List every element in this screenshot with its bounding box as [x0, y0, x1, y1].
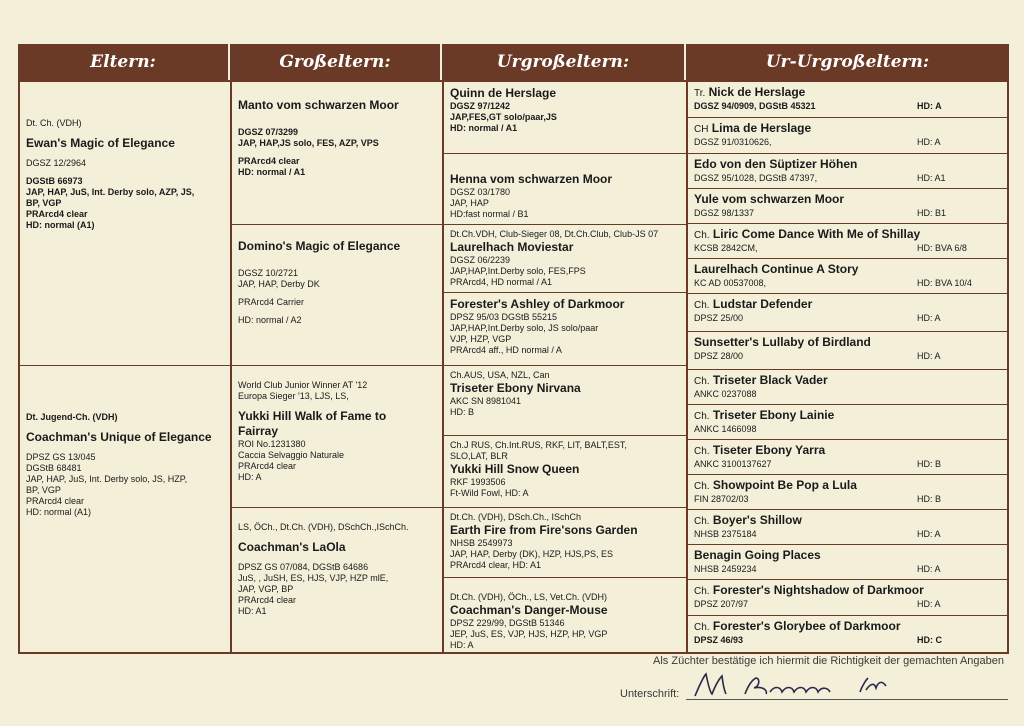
grandparent-1	[232, 82, 442, 225]
title-line: Dt.Ch. (VDH), ÖCh., LS, Vet.Ch. (VDH)	[450, 592, 608, 602]
reg-row	[694, 243, 1001, 254]
detail-line: JAP, HAP,JS solo, FES, AZP, VPS	[238, 138, 379, 148]
dog-name: Laurelhach Continue A Story	[694, 262, 859, 276]
reg-row	[694, 313, 1001, 324]
detail-line: DGSZ 03/1780	[450, 187, 511, 197]
reg-line: NHSB 2459234	[694, 564, 757, 574]
detail-line: JAP, HAP, Derby (DK), HZP, HJS,PS, ES	[450, 549, 614, 559]
great-grandparent-6	[444, 436, 686, 508]
great-grandparent-2	[444, 154, 686, 225]
title-line: Ch.AUS, USA, NZL, Can	[450, 370, 550, 380]
column-eltern	[20, 82, 232, 652]
dog-name: Coachman's LaOla	[238, 540, 346, 554]
hd-value: HD: A	[917, 137, 941, 147]
reg-line: ANKC 1466098	[694, 424, 757, 434]
title-prefix: Ch.	[694, 376, 710, 387]
detail-line: HD:fast normal / B1	[450, 209, 529, 219]
reg-line: DGSZ 98/1337	[694, 208, 755, 218]
reg-line: ANKC 0237088	[694, 389, 757, 399]
hd-value: HD: C	[917, 635, 942, 645]
great-great-grandparent	[688, 475, 1007, 510]
detail-line: DPSZ GS 13/045	[26, 452, 96, 462]
detail-line: HD: B	[450, 407, 475, 417]
header-grosseltern: Großeltern:	[230, 44, 442, 80]
dog-name-row	[694, 548, 1001, 564]
dog-name: Triseter Ebony Lainie	[712, 408, 835, 422]
detail-line: DGSZ 07/3299	[238, 127, 299, 137]
grandparent-3	[232, 366, 442, 508]
dog-name-row	[694, 373, 1001, 389]
detail-line: PRArcd4 clear	[238, 156, 300, 166]
dog-name: Benagin Going Places	[694, 548, 821, 562]
dog-name-row	[694, 335, 1001, 351]
reg-line: DGSZ 94/0909, DGStB 45321	[694, 101, 816, 111]
title-line: Europa Sieger '13, LJS, LS,	[238, 391, 349, 401]
dog-name: Forester's Glorybee of Darkmoor	[712, 619, 901, 633]
detail-line: HD: normal / A1	[238, 167, 306, 177]
detail-line: DPSZ 95/03 DGStB 55215	[450, 312, 558, 322]
hd-value: HD: B1	[917, 208, 947, 218]
reg-row	[694, 173, 1001, 184]
dog-name-row	[694, 192, 1001, 208]
title-line: Dt.Ch.VDH, Club-Sieger 08, Dt.Ch.Club, Club-JS 07	[450, 229, 659, 239]
dog-name: Lima de Herslage	[711, 121, 812, 135]
detail-line: HD: normal (A1)	[26, 507, 92, 517]
detail-line: DPSZ 229/99, DGStB 51346	[450, 618, 565, 628]
title-line: Dt. Ch. (VDH)	[26, 118, 82, 128]
dog-name-row	[694, 297, 1001, 313]
reg-line: KC AD 00537008,	[694, 278, 767, 288]
great-great-grandparent	[688, 118, 1007, 154]
dog-name-row	[694, 478, 1001, 494]
detail-line: PRArcd4 clear	[238, 595, 297, 605]
header-ururgrosseltern: Ur-Urgroßeltern:	[765, 52, 930, 72]
parent-dam	[20, 366, 230, 654]
dog-name-row	[694, 262, 1001, 278]
parent-sire	[20, 82, 230, 366]
dog-name: Liric Come Dance With Me of Shillay	[712, 227, 921, 241]
dog-name: Coachman's Unique of Elegance	[26, 430, 212, 444]
detail-line: HD: A1	[238, 606, 267, 616]
detail-line: RKF 1993506	[450, 477, 506, 487]
reg-line: DPSZ 46/93	[694, 635, 744, 645]
great-great-grandparent	[688, 154, 1007, 189]
dog-name-row	[694, 513, 1001, 529]
dog-name: Quinn de Herslage	[450, 86, 557, 100]
reg-row	[694, 208, 1001, 219]
breeder-confirmation: Als Züchter bestätige ich hiermit die Richtigkeit der gemachten Angaben	[653, 655, 1004, 667]
hd-value: HD: A1	[917, 173, 946, 183]
great-grandparent-5	[444, 366, 686, 436]
reg-row	[694, 599, 1001, 610]
title-prefix: Ch.	[694, 622, 710, 633]
header-urgrosseltern: Urgroßeltern:	[442, 44, 686, 80]
title-line: SLO,LAT, BLR	[450, 451, 508, 461]
great-grandparent-4	[444, 293, 686, 366]
reg-line: ANKC 3100137627	[694, 459, 772, 469]
dog-name-row	[694, 408, 1001, 424]
reg-line: NHSB 2375184	[694, 529, 757, 539]
title-line: Dt. Jugend-Ch. (VDH)	[26, 412, 118, 422]
detail-line: BP, VGP	[26, 198, 62, 208]
dog-name: Yukki Hill Walk of Fame to Fairray	[238, 409, 387, 438]
detail-line: DGSZ 06/2239	[450, 255, 511, 265]
great-great-grandparent	[688, 440, 1007, 475]
dog-name: Earth Fire from Fire'sons Garden	[450, 523, 638, 537]
great-great-grandparent	[688, 510, 1007, 545]
detail-line: PRArcd4 clear, HD: A1	[450, 560, 542, 570]
hd-value: HD: BVA 10/4	[917, 278, 972, 288]
great-great-grandparent	[688, 82, 1007, 118]
title-prefix: Ch.	[694, 300, 710, 311]
dog-name: Manto vom schwarzen Moor	[238, 98, 399, 112]
column-grosseltern	[232, 82, 444, 652]
title-line: World Club Junior Winner AT '12	[238, 380, 368, 390]
detail-line: HD: A	[238, 472, 262, 482]
great-grandparent-8	[444, 578, 686, 654]
detail-line: PRArcd4 clear	[26, 209, 88, 219]
great-great-grandparent	[688, 616, 1007, 652]
detail-line: JAP, HAP, JuS, Int. Derby solo, JS, HZP,	[26, 474, 188, 484]
dog-name-row	[694, 583, 1001, 599]
column-ururgrosseltern	[688, 82, 1007, 652]
hd-value: HD: A	[917, 101, 942, 111]
detail-line: JAP,HAP,Int.Derby solo, FES,FPS	[450, 266, 586, 276]
grandparent-4	[232, 508, 442, 654]
title-prefix: CH	[694, 124, 709, 135]
dog-name: Laurelhach Moviestar	[450, 240, 574, 254]
title-line: LS, ÖCh., Dt.Ch. (VDH), DSchCh.,ISchCh.	[238, 522, 409, 532]
hd-value: HD: B	[917, 459, 942, 469]
hd-value: HD: BVA 6/8	[917, 243, 967, 253]
great-grandparent-3	[444, 225, 686, 293]
reg-line: KCSB 2842CM,	[694, 243, 758, 253]
hd-value: HD: A	[917, 351, 941, 361]
dog-name: Tiseter Ebony Yarra	[712, 443, 826, 457]
dog-name: Triseter Ebony Nirvana	[450, 381, 581, 395]
great-great-grandparent	[688, 189, 1007, 224]
reg-row	[694, 101, 1001, 112]
column-header-bar	[18, 44, 1009, 80]
dog-name-row	[694, 121, 1001, 137]
great-great-grandparent	[688, 405, 1007, 440]
dog-name: Coachman's Danger-Mouse	[450, 603, 608, 617]
great-great-grandparent	[688, 545, 1007, 580]
dog-name: Ludstar Defender	[712, 297, 813, 311]
pedigree-grid	[18, 80, 1009, 654]
detail-line: ROI No.1231380	[238, 439, 306, 449]
detail-line: DGStB 66973	[26, 176, 83, 186]
dog-name: Edo von den Süptizer Höhen	[694, 157, 858, 171]
handwritten-signature	[690, 664, 920, 704]
great-grandparent-7	[444, 508, 686, 578]
hd-value: HD: A	[917, 529, 941, 539]
great-great-grandparent	[688, 294, 1007, 332]
reg-line: DPSZ 207/97	[694, 599, 749, 609]
dog-name: Triseter Black Vader	[712, 373, 828, 387]
dog-name: Yule vom schwarzen Moor	[694, 192, 845, 206]
title-line: Ch.J RUS, Ch.Int.RUS, RKF, LIT, BALT,EST,	[450, 440, 627, 450]
detail-line: HD: normal / A1	[450, 123, 518, 133]
great-great-grandparent	[688, 224, 1007, 259]
reg-line: DPSZ 28/00	[694, 351, 744, 361]
hd-value: HD: A	[917, 313, 941, 323]
reg-row	[694, 635, 1001, 646]
detail-line: PRArcd4 clear	[26, 496, 85, 506]
dog-name-row	[694, 227, 1001, 243]
detail-line: DGSZ 10/2721	[238, 268, 299, 278]
hd-value: HD: A	[917, 599, 941, 609]
detail-line: NHSB 2549973	[450, 538, 513, 548]
reg-row	[694, 424, 1001, 435]
dog-name-row	[694, 443, 1001, 459]
header-eltern: Eltern:	[18, 44, 230, 80]
dog-name: Forester's Nightshadow of Darkmoor	[712, 583, 924, 597]
dog-name: Yukki Hill Snow Queen	[450, 462, 580, 476]
detail-line: PRArcd4 Carrier	[238, 297, 305, 307]
title-prefix: Ch.	[694, 481, 710, 492]
reg-row	[694, 564, 1001, 575]
title-line: Dt.Ch. (VDH), DSch.Ch., ISchCh	[450, 512, 582, 522]
detail-line: HD: normal (A1)	[26, 220, 95, 230]
detail-line: JuS, , JuSH, ES, HJS, VJP, HZP mlE,	[238, 573, 389, 583]
detail-line: HD: normal / A2	[238, 315, 302, 325]
reg-row	[694, 529, 1001, 540]
reg-line: FIN 28702/03	[694, 494, 749, 504]
title-prefix: Ch.	[694, 411, 710, 422]
dog-name: Forester's Ashley of Darkmoor	[450, 297, 625, 311]
reg-line: DPSZ 25/00	[694, 313, 744, 323]
detail-line: Ft-Wild Fowl, HD: A	[450, 488, 529, 498]
dog-name: Henna vom schwarzen Moor	[450, 172, 613, 186]
dog-name: Boyer's Shillow	[712, 513, 802, 527]
detail-line: JAP, VGP, BP	[238, 584, 294, 594]
reg-row	[694, 278, 1001, 289]
reg-row	[694, 389, 1001, 400]
dog-name: Ewan's Magic of Elegance	[26, 136, 175, 150]
detail-line: PRArcd4, HD normal / A1	[450, 277, 553, 287]
detail-line: JAP,HAP,Int.Derby solo, JS solo/paar	[450, 323, 599, 333]
detail-line: DGSZ 97/1242	[450, 101, 511, 111]
dog-name: Sunsetter's Lullaby of Birdland	[694, 335, 871, 349]
reg-row	[694, 494, 1001, 505]
reg-row	[694, 351, 1001, 362]
reg-line: DGSZ 95/1028, DGStB 47397,	[694, 173, 818, 183]
reg-line: DGSZ 91/0310626,	[694, 137, 772, 147]
great-great-grandparent	[688, 370, 1007, 405]
detail-line: Caccia Selvaggio Naturale	[238, 450, 345, 460]
pedigree-chart	[18, 44, 1009, 654]
great-grandparent-1	[444, 82, 686, 154]
reg-line: DGSZ 12/2964	[26, 158, 87, 168]
reg-row	[694, 137, 1001, 148]
hd-value: HD: B	[917, 494, 942, 504]
detail-line: JAP,FES,GT solo/paar,JS	[450, 112, 557, 122]
hd-value: HD: A	[917, 564, 941, 574]
dog-name: Nick de Herslage	[708, 85, 806, 99]
title-prefix: Tr.	[694, 88, 706, 99]
hd-value	[917, 389, 1001, 400]
detail-line: VJP, HZP, VGP	[450, 334, 512, 344]
great-great-grandparent	[688, 332, 1007, 370]
detail-line: JAP, HAP, JuS, Int. Derby solo, AZP, JS,	[26, 187, 195, 197]
title-prefix: Ch.	[694, 230, 710, 241]
detail-line: PRArcd4 aff., HD normal / A	[450, 345, 562, 355]
title-prefix: Ch.	[694, 446, 710, 457]
grandparent-2	[232, 225, 442, 366]
great-great-grandparent	[688, 580, 1007, 616]
detail-line: DGStB 68481	[26, 463, 82, 473]
reg-row	[694, 459, 1001, 470]
title-prefix: Ch.	[694, 516, 710, 527]
detail-line: AKC SN 8981041	[450, 396, 522, 406]
dog-name-row	[694, 157, 1001, 173]
detail-line: HD: A	[450, 640, 474, 650]
signature-label: Unterschrift:	[620, 688, 680, 700]
column-urgrosseltern	[444, 82, 688, 652]
detail-line: BP, VGP	[26, 485, 61, 495]
detail-line: JAP, HAP	[450, 198, 489, 208]
detail-line: JEP, JuS, ES, VJP, HJS, HZP, HP, VGP	[450, 629, 608, 639]
dog-name: Showpoint Be Pop a Lula	[712, 478, 857, 492]
detail-line: JAP, HAP, Derby DK	[238, 279, 320, 289]
title-prefix: Ch.	[694, 586, 710, 597]
hd-value	[917, 424, 1001, 435]
great-great-grandparent	[688, 259, 1007, 294]
detail-line: PRArcd4 clear	[238, 461, 297, 471]
dog-name: Domino's Magic of Elegance	[238, 239, 401, 253]
detail-line: DPSZ GS 07/084, DGStB 64686	[238, 562, 369, 572]
dog-name-row	[694, 619, 1001, 635]
dog-name-row	[694, 85, 1001, 101]
